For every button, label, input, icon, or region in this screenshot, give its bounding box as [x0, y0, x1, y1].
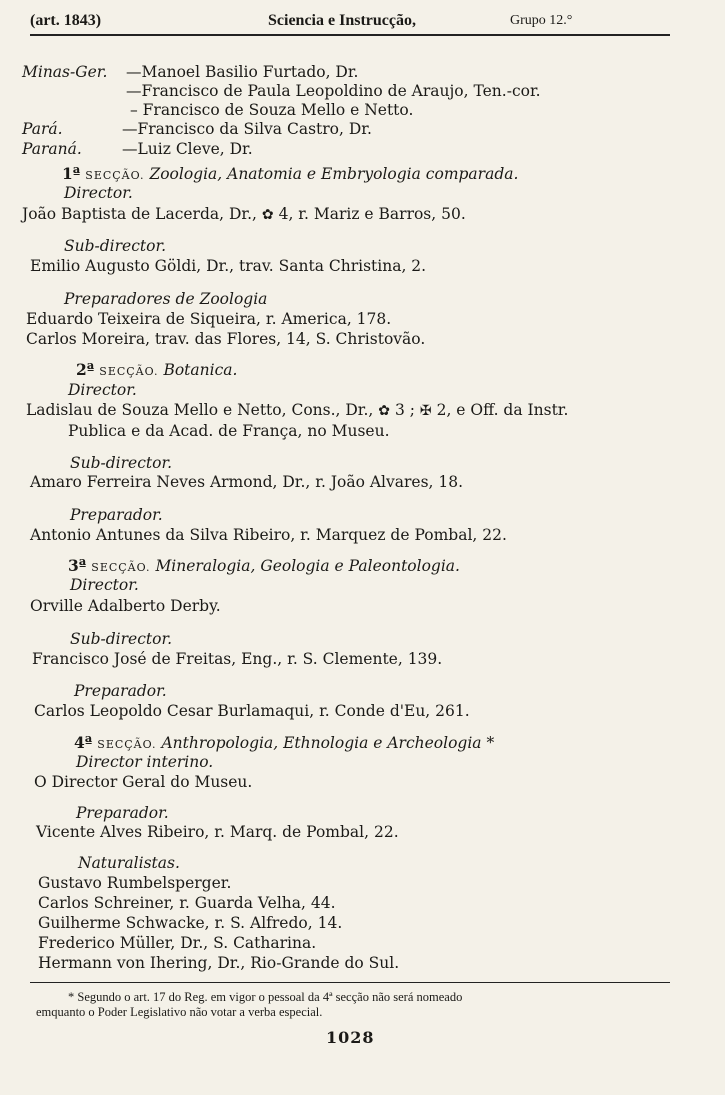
province-line — [22, 139, 253, 159]
section-number: 4ª — [74, 733, 93, 752]
director-line — [22, 204, 466, 225]
director-label: Director interino. — [76, 753, 214, 771]
province-name: —Manoel Basilio Furtado, Dr. — [126, 63, 359, 81]
province-line — [22, 119, 372, 139]
section-title: Zoologia, Anatomia e Embryologia comparada. — [149, 165, 519, 183]
province-line — [130, 100, 413, 120]
rose-order-icon: ✿ — [261, 207, 274, 223]
list-item: Frederico Müller, Dr., S. Catharina. — [38, 934, 317, 952]
subdirector-label: Sub-director. — [64, 237, 167, 255]
section-word: SECÇÃO. — [99, 365, 159, 378]
article-number: (art. 1843) — [30, 12, 102, 29]
footnote-line: emquanto o Poder Legislativo não votar a verba especial. — [36, 1005, 323, 1019]
province-name: —Luiz Cleve, Dr. — [122, 140, 253, 158]
province-label: Paraná. — [22, 140, 82, 158]
preparador-label: Preparador. — [70, 506, 163, 524]
section-title: Anthropologia, Ethnologia e Archeologia * — [161, 734, 495, 752]
page-number: 1028 — [326, 1028, 375, 1047]
footnote-line: * Segundo o art. 17 do Reg. em vigor o pessoal da 4ª secção não será nomeado — [68, 990, 463, 1004]
director-address: 4, r. Mariz e Barros, 50. — [278, 205, 466, 223]
director-name: O Director Geral do Museu. — [34, 773, 253, 791]
list-item: Eduardo Teixeira de Siqueira, r. America, 178. — [26, 310, 392, 328]
preparador-label: Preparador. — [76, 804, 169, 822]
list-item: Carlos Moreira, trav. das Flores, 14, S. Christovão. — [26, 330, 426, 348]
preparador-label: Preparador. — [74, 682, 167, 700]
subdirector-name: Francisco José de Freitas, Eng., r. S. Clemente, 139. — [32, 650, 443, 668]
section-heading — [76, 360, 237, 382]
rose-order-icon: ✿ — [378, 403, 391, 419]
running-header — [30, 8, 670, 36]
section-title: Mineralogia, Geologia e Paleontologia. — [155, 557, 460, 575]
section-title: Botanica. — [163, 361, 238, 379]
province-label: Minas-Ger. — [22, 63, 108, 81]
director-continuation: Publica e da Acad. de França, no Museu. — [68, 422, 390, 440]
director-name: João Baptista de Lacerda, Dr., — [22, 205, 257, 223]
subdirector-label: Sub-director. — [70, 630, 173, 648]
section-word: SECÇÃO. — [91, 561, 151, 574]
section-word: SECÇÃO. — [97, 738, 157, 751]
section-number: 1ª — [62, 164, 81, 183]
list-item: Hermann von Ihering, Dr., Rio-Grande do Sul. — [38, 954, 400, 972]
province-line — [126, 81, 541, 101]
director-honour-2: 2, e Off. da Instr. — [436, 401, 569, 419]
cross-order-icon: ✠ — [419, 403, 432, 419]
province-label: Pará. — [22, 120, 63, 138]
director-honour: 3 ; — [394, 401, 415, 419]
list-item: Guilherme Schwacke, r. S. Alfredo, 14. — [38, 914, 343, 932]
naturalistas-label: Naturalistas. — [78, 854, 180, 872]
footnote-divider — [30, 982, 670, 983]
director-name: Ladislau de Souza Mello e Netto, Cons., Dr., — [26, 401, 374, 419]
preparador-name: Antonio Antunes da Silva Ribeiro, r. Marquez de Pombal, 22. — [30, 526, 507, 544]
list-item: Carlos Schreiner, r. Guarda Velha, 44. — [38, 894, 336, 912]
director-name: Orville Adalberto Derby. — [30, 597, 221, 615]
director-label: Director. — [68, 381, 137, 399]
province-name: —Francisco de Paula Leopoldino de Araujo, Ten.-cor. — [126, 82, 541, 100]
subdirector-name: Emilio Augusto Göldi, Dr., trav. Santa Christina, 2. — [30, 257, 427, 275]
preparador-name: Vicente Alves Ribeiro, r. Marq. de Pombal, 22. — [36, 823, 399, 841]
province-name: —Francisco da Silva Castro, Dr. — [122, 120, 372, 138]
director-label: Director. — [70, 576, 139, 594]
section-number: 2ª — [76, 360, 95, 379]
preparador-name: Carlos Leopoldo Cesar Burlamaqui, r. Conde d'Eu, 261. — [34, 702, 470, 720]
list-item: Gustavo Rumbelsperger. — [38, 874, 232, 892]
province-name: – Francisco de Souza Mello e Netto. — [130, 101, 414, 119]
preparadores-label: Preparadores de Zoologia — [64, 290, 268, 308]
section-word: SECÇÃO. — [85, 169, 145, 182]
subdirector-label: Sub-director. — [70, 454, 173, 472]
header-group: Grupo 12.° — [510, 13, 573, 28]
subdirector-name: Amaro Ferreira Neves Armond, Dr., r. João Alvares, 18. — [30, 473, 464, 491]
section-number: 3ª — [68, 556, 87, 575]
header-title: Sciencia e Instrucção, — [268, 12, 416, 29]
province-line — [22, 62, 359, 82]
director-label: Director. — [64, 184, 133, 202]
director-line — [26, 400, 568, 421]
